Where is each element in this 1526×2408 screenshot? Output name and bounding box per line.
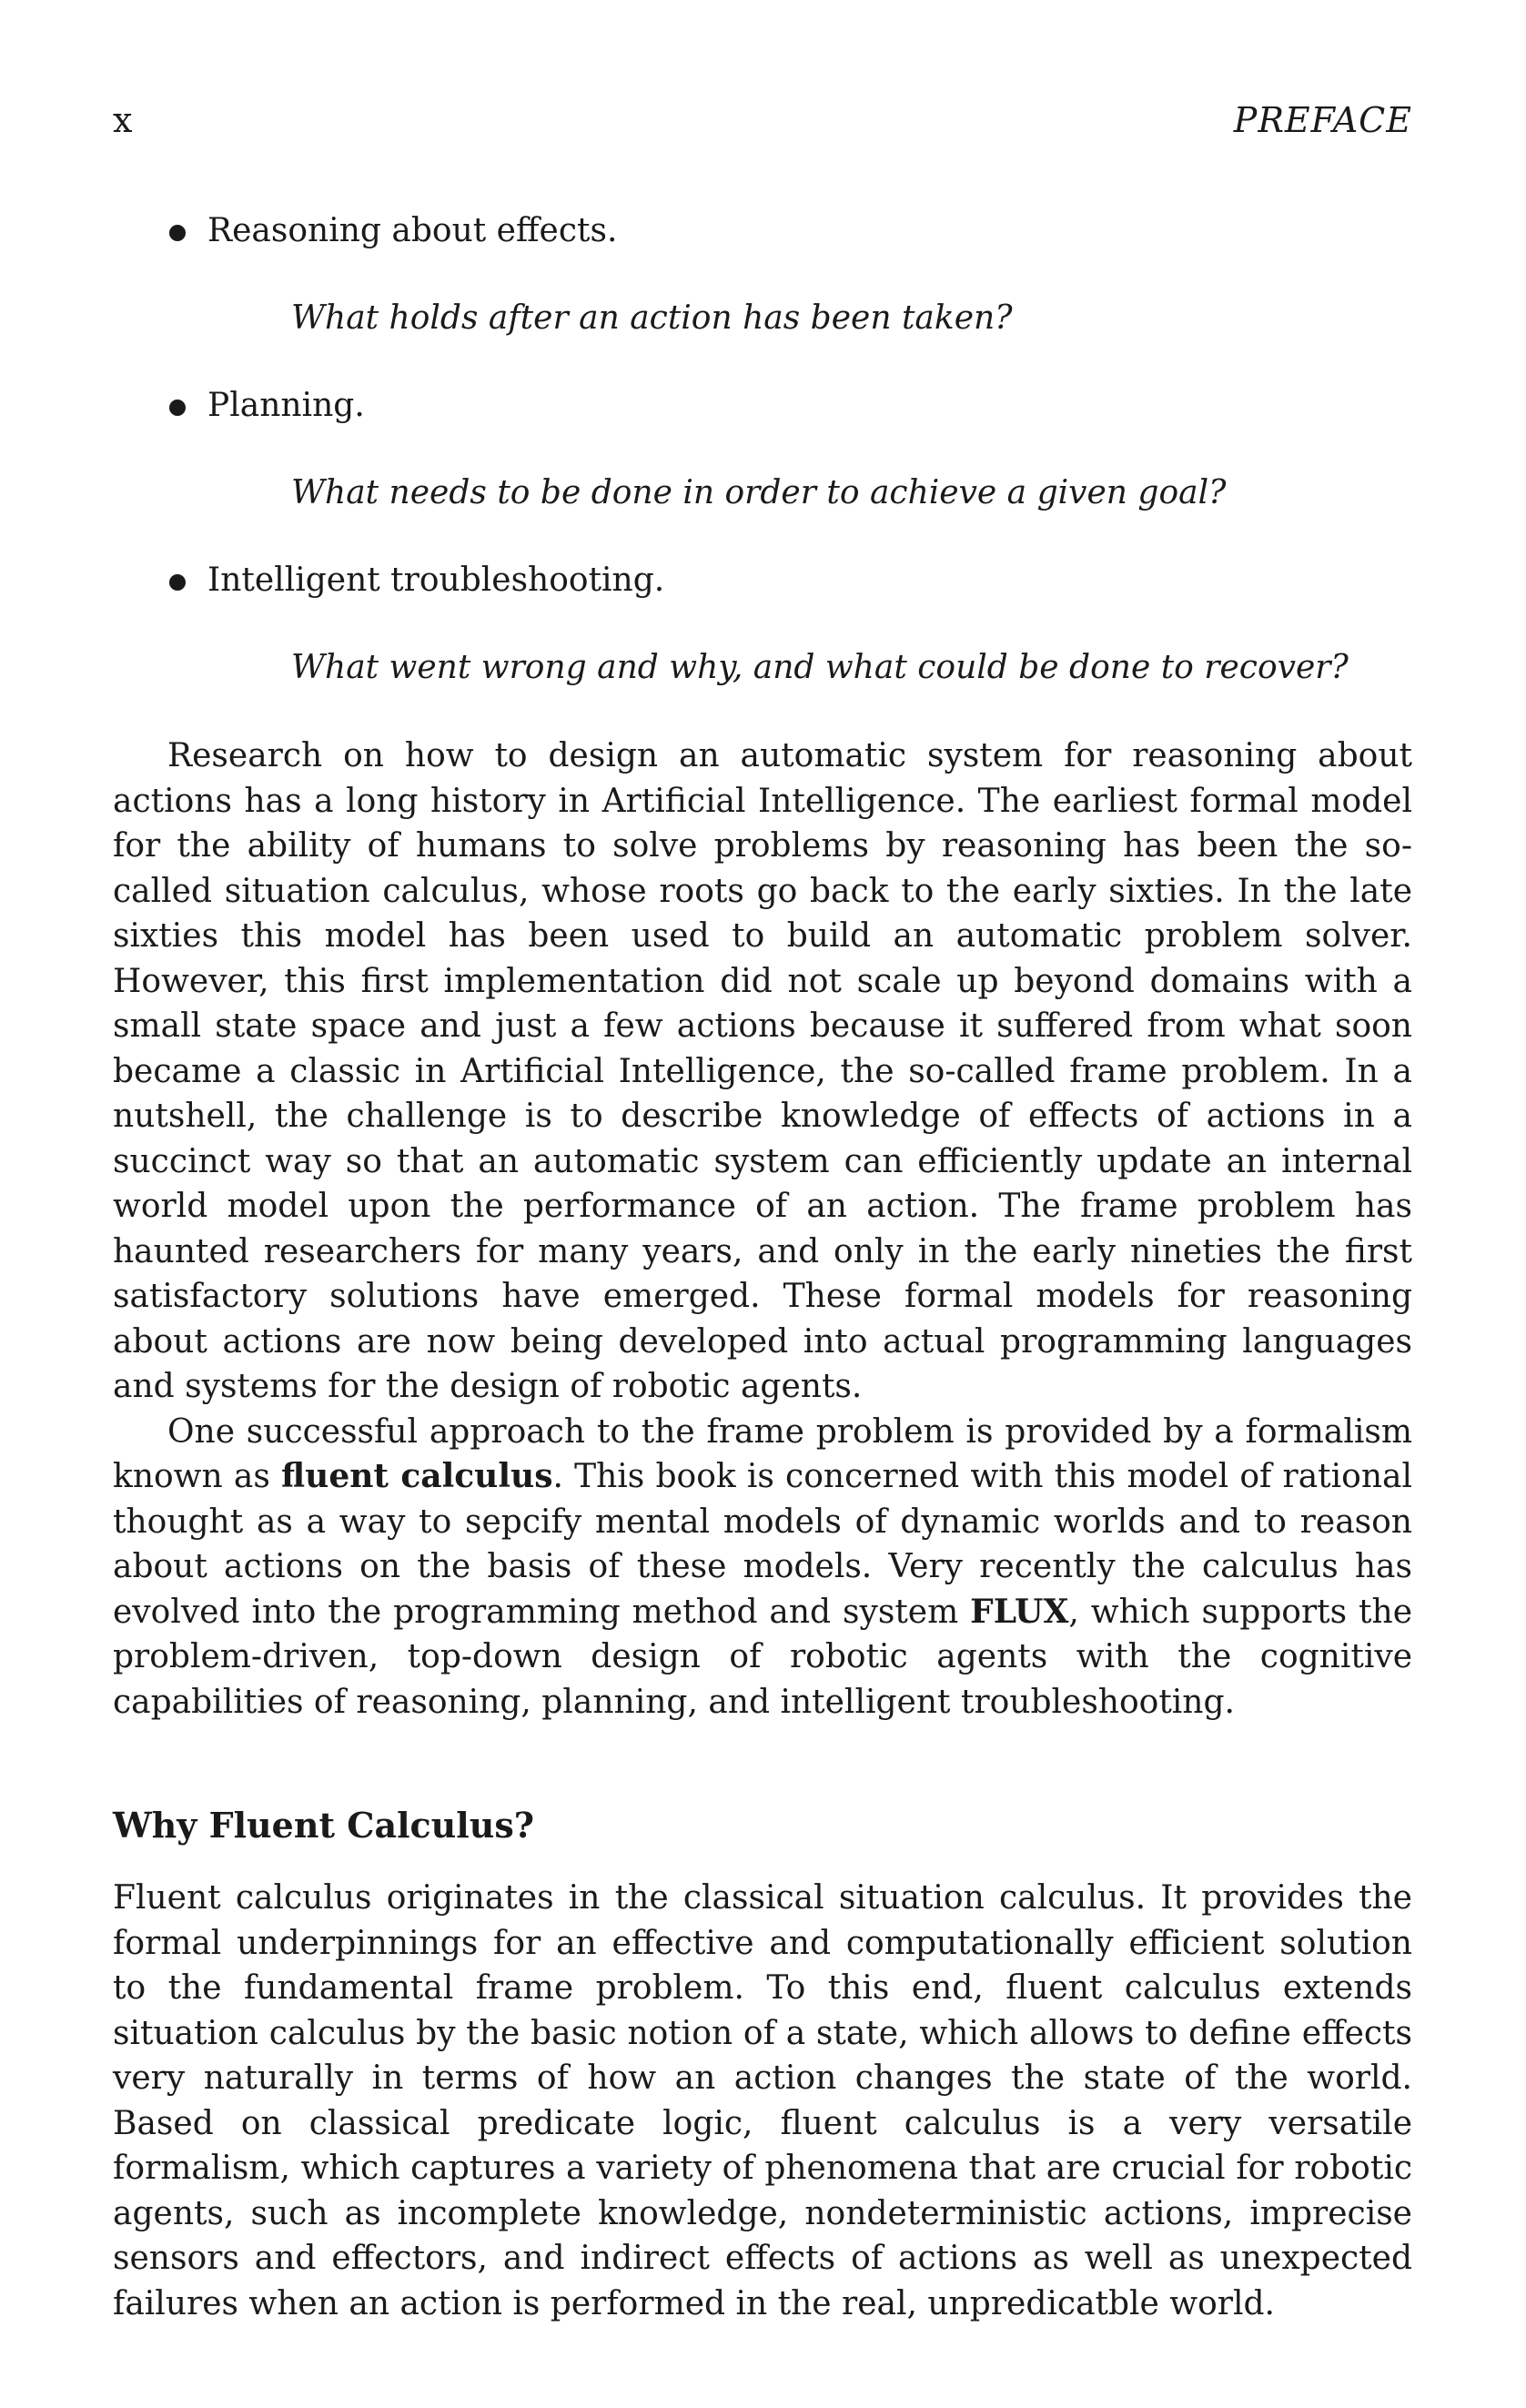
bullet-icon [169, 574, 186, 591]
body-paragraph: Research on how to design an automatic system for reasoning about actions has a long history in Artificial Intelligence. The earliest formal model for the ability of humans to solve problems by reasoning has been the so-called situation calculus, whose roots go back to the early sixties. In the late sixties this model has been used to build an automatic problem solver. However, this first implementation did not scale up beyond domains with a small state space and just a few actions because it suffered from what soon became a classic in Artificial Intelligence, the so-called frame problem. In a nutshell, the challenge is to describe knowledge of effects of actions in a succinct way so that an automatic system can efficiently update an internal world model upon the performance of an action. The frame problem has haunted researchers for many years, and only in the early nineties the first satisfactory solutions have emerged. These formal models for reasoning about actions are now being developed into actual programming languages and systems for the design of robotic agents. [113, 737, 1412, 1405]
list-item [113, 209, 1412, 253]
section-heading: Why Fluent Calculus? [113, 1805, 535, 1846]
list-item [113, 559, 1412, 602]
list-item [113, 384, 1412, 428]
question-list [113, 209, 1412, 690]
page-number: x [113, 100, 133, 140]
running-head [113, 91, 1412, 146]
running-title: PREFACE [1233, 100, 1412, 140]
book-page [113, 91, 1412, 2326]
list-item-label: Reasoning about effects. [207, 212, 618, 249]
bullet-icon [169, 225, 186, 241]
paragraph-text: . This book is concerned with this model of rational thought as a way to sepcify mental models of dynamic worlds and to reason about actions on the basis of these models. Very recently the calculus has evolved into the programming method and system [113, 1458, 1412, 1631]
list-item-label: Planning. [207, 387, 365, 424]
list-item-question: What holds after an action has been taken? [291, 299, 1013, 337]
term-fluent-calculus: fluent calculus [281, 1457, 553, 1495]
paragraph-text: , which supports the problem-driven, top-down design of robotic agents with the cognitive capabilities of reasoning, planning, and intelligent troubleshooting. [113, 1593, 1413, 1721]
term-flux: FLUX [970, 1592, 1069, 1631]
body-paragraph [113, 1410, 1412, 1725]
paragraph-text: One successful approach to the frame problem is provided by a formalism known as [113, 1412, 1412, 1495]
bullet-icon [169, 400, 186, 416]
list-item-label: Intelligent troubleshooting. [207, 562, 665, 599]
list-item-question: What needs to be done in order to achieve a given goal? [291, 474, 1227, 511]
list-item-question: What went wrong and why, and what could be done to recover? [291, 649, 1349, 686]
section-paragraph: Fluent calculus originates in the classical situation calculus. It provides the formal underpinnings for an effective and computationally efficient solution to the fundamental frame problem. To this end, fluent calculus extends situation calculus by the basic notion of a state, which allows to define effects very naturally in terms of how an action changes the state of the world. Based on classical predicate logic, fluent calculus is a very versatile formalism, which captures a variety of phenomena that are crucial for robotic agents, such as incomplete knowledge, nondeterministic actions, imprecise sensors and effectors, and indirect effects of actions as well as unexpected failures when an action is performed in the real, unpredicatble world. [113, 1879, 1412, 2322]
